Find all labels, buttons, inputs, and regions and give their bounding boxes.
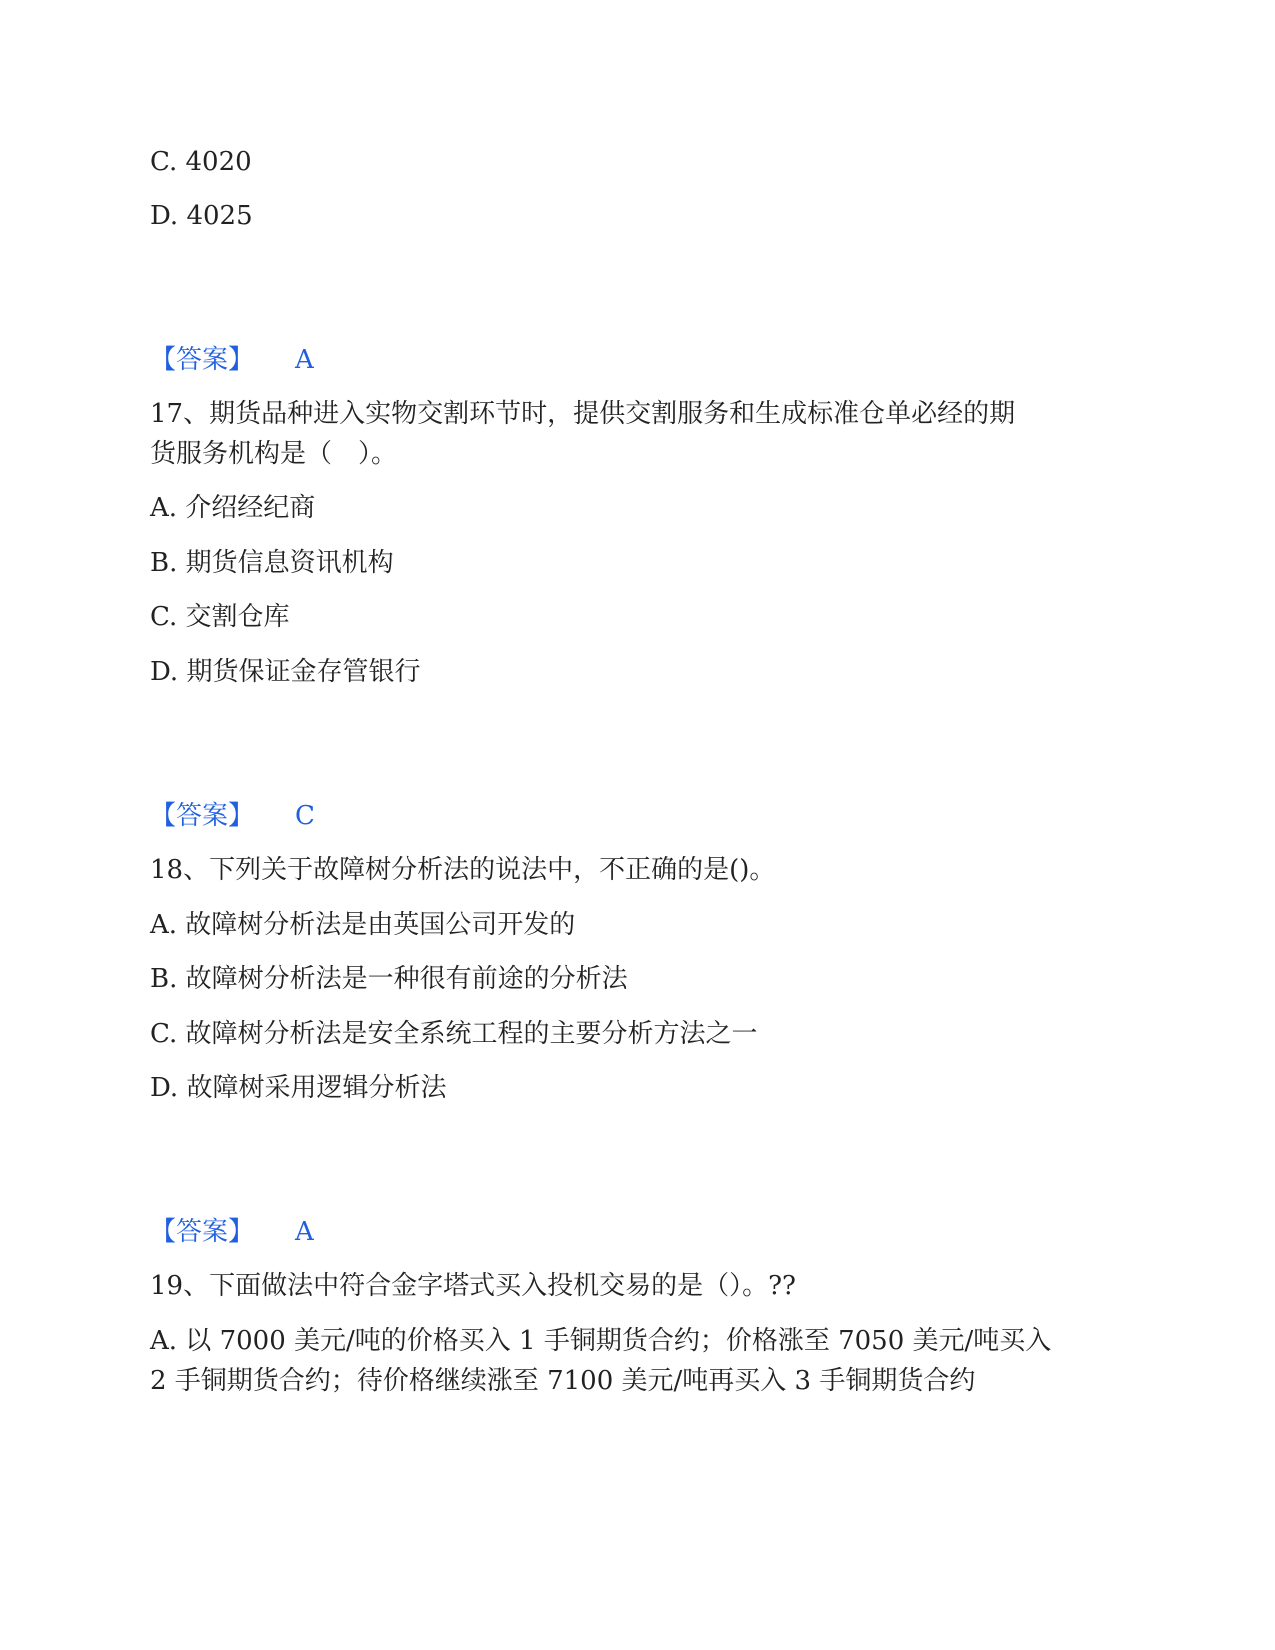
q18-option-b: B. 故障树分析法是一种很有前途的分析法	[150, 964, 628, 994]
q17-option-b: B. 期货信息资讯机构	[150, 548, 394, 578]
answer-label: 【答案】	[150, 345, 255, 375]
q17-stem-line2: 货服务机构是（ ）。	[150, 439, 398, 469]
answer-value: C	[295, 801, 315, 831]
answer-16	[150, 340, 314, 380]
q17-stem-line1: 17、期货品种进入实物交割环节时，提供交割服务和生成标准仓单必经的期	[150, 399, 1016, 429]
q19-option-a-line1: A. 以 7000 美元/吨的价格买入 1 手铜期货合约；价格涨至 7050 美元/吨买入	[150, 1326, 1052, 1356]
answer-value: A	[295, 345, 314, 375]
answer-label: 【答案】	[150, 801, 255, 831]
answer-label: 【答案】	[150, 1217, 255, 1247]
answer-value: A	[295, 1217, 314, 1247]
q17-option-d: D. 期货保证金存管银行	[150, 657, 421, 687]
q18-option-a: A. 故障树分析法是由英国公司开发的	[150, 910, 576, 940]
answer-18	[150, 1212, 314, 1252]
q17-option-c: C. 交割仓库	[150, 602, 290, 632]
q18-option-c: C. 故障树分析法是安全系统工程的主要分析方法之一	[150, 1019, 758, 1049]
q18-stem: 18、下列关于故障树分析法的说法中，不正确的是()。	[150, 855, 776, 885]
q19-stem: 19、下面做法中符合金字塔式买入投机交易的是（）。??	[150, 1271, 796, 1301]
q18-option-d: D. 故障树采用逻辑分析法	[150, 1073, 447, 1103]
q17-option-a: A. 介绍经纪商	[150, 493, 316, 523]
q16-option-d: D. 4025	[150, 201, 253, 231]
answer-17	[150, 796, 315, 836]
q19-option-a-line2: 2 手铜期货合约；待价格继续涨至 7100 美元/吨再买入 3 手铜期货合约	[150, 1366, 976, 1396]
q16-option-c: C. 4020	[150, 147, 252, 177]
